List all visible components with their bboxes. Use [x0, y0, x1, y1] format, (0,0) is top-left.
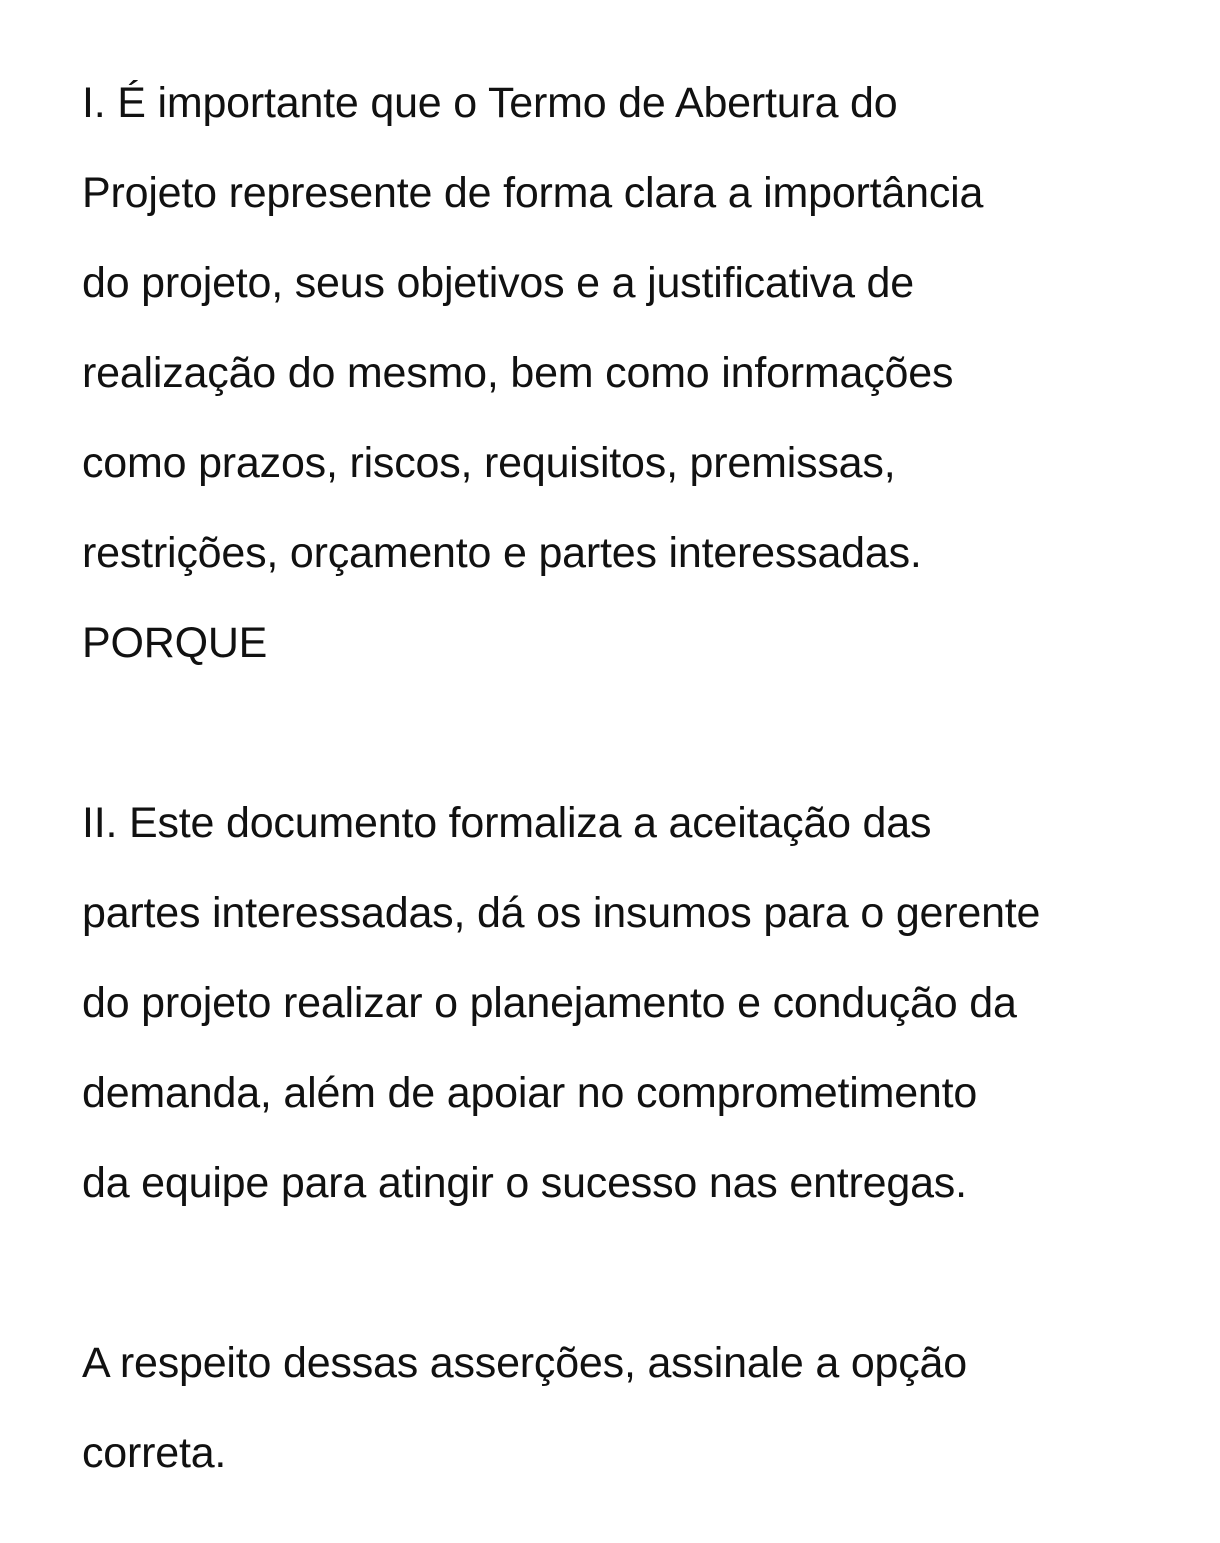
assertion-1-line: realização do mesmo, bem como informações	[82, 349, 954, 397]
assertion-1-line: do projeto, seus objetivos e a justificativa de	[82, 259, 914, 307]
assertion-1-line: Projeto represente de forma clara a importância	[82, 169, 984, 217]
assertion-2	[82, 778, 1182, 1228]
assertion-2-line: partes interessadas, dá os insumos para o gerente	[82, 889, 1041, 937]
assertion-2-line: demanda, além de apoiar no comprometimento	[82, 1069, 978, 1117]
paragraph-gap	[82, 1228, 1182, 1318]
assertion-1-line: I. É importante que o Termo de Abertura do	[82, 79, 898, 127]
assertion-2-line: da equipe para atingir o sucesso nas entregas.	[82, 1159, 967, 1207]
question-prompt	[82, 1318, 1182, 1498]
assertion-2-line: do projeto realizar o planejamento e condução da	[82, 979, 1017, 1027]
assertion-1-line: como prazos, riscos, requisitos, premissas,	[82, 439, 896, 487]
assertion-1	[82, 58, 1182, 598]
question-prompt-line: correta.	[82, 1429, 227, 1477]
question-text-block	[82, 58, 1182, 1498]
connector-porque: PORQUE	[82, 619, 268, 667]
question-prompt-line: A respeito dessas asserções, assinale a opção	[82, 1339, 967, 1387]
assertion-2-line: II. Este documento formaliza a aceitação das	[82, 799, 932, 847]
paragraph-gap	[82, 688, 1182, 778]
assertion-1-line: restrições, orçamento e partes interessadas.	[82, 529, 922, 577]
